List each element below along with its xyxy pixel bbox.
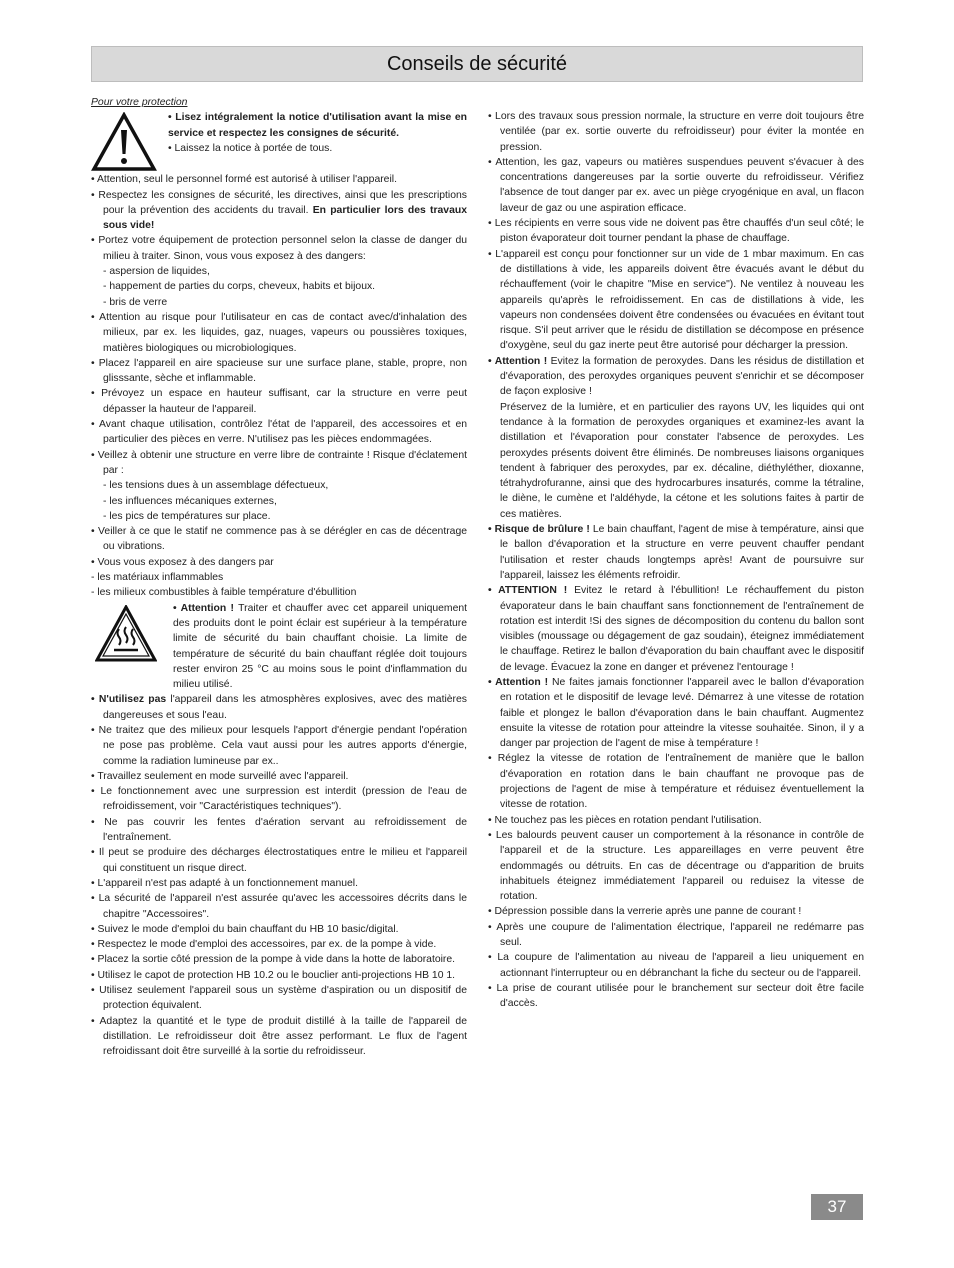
list-item: • Respectez le mode d'emploi des accessoires, par ex. de la pompe à vide. [91, 939, 437, 951]
explosive-body: l'appareil dans les atmosphères explosives, avec des matières dangereuses et sous l'eau. [103, 694, 467, 721]
list-item: • La prise de courant utilisée pour le branchement sur secteur doit être facile d'accès. [488, 982, 864, 1010]
sub-item: - les tensions dues à un assemblage défectueux, [103, 480, 329, 492]
section-subhead: Pour votre protection [91, 97, 188, 108]
list-item: • La coupure de l'alimentation au niveau de l'appareil a lieu uniquement en actionnant l'interrupteur ou en débranchant la fiche du secteur ou de l'appareil. [488, 952, 864, 979]
list-item-regulations [91, 188, 467, 234]
list-item: • Travaillez seulement en mode surveillé avec l'appareil. [91, 770, 349, 782]
page-title: Conseils de sécurité [386, 52, 568, 75]
list-item: • Suivez le mode d'emploi du bain chauffant du HB 10 basic/digital. [91, 923, 399, 935]
list-item: • La sécurité de l'appareil n'est assurée qu'avec les accessoires décrits dans le chapitre "Accessoires". [91, 893, 467, 920]
warn-line-keep: • Laissez la notice à portée de tous. [168, 142, 333, 154]
warn-line-read: • Lisez intégralement la notice d'utilisation avant la mise en service et respectez les consignes de sécurité. [168, 112, 467, 139]
burn-body: Le bain chauffant, l'agent de mise à température, ainsi que le ballon d'évaporation et la structure en verre peuvent chauffer pendant l'utilisation et rester chauds longtemps après! Avant de poursuivre sur l'appareil, laissez les éléments refroidir. [500, 524, 864, 581]
peroxide-body: Evitez la formation de peroxydes. Dans les résidus de distillation et d'évaporation, des peroxydes organiques peuvent s'enrichir et se décomposer de façon explosive ! [500, 355, 864, 398]
sub-item: - les matériaux inflammables [91, 572, 224, 584]
sub-item: - happement de parties du corps, cheveux, habits et bijoux. [103, 281, 376, 293]
list-item-boiling [488, 583, 864, 675]
peroxide-continuation: Préservez de la lumière, et en particulier des rayons UV, les liquides qui ont tendance à la formation de peroxydes organiques et examinez-les avant la distillation et l'évaporation pour constater l'absence de peroxydes. Les peroxydes présents doivent être éliminés. De nombreuses liaisons organiques tendent à fabriquer des peroxydes, par ex. décaline, diéthyléther, dioxanne, tétrahydrofuranne, ainsi que des hydrocarbures insaturés, comme la tétraline, le diène, le cumène et l'aldéhyde, la cétone et les solutions faites à partir de ces matières. [500, 401, 864, 520]
list-item: • Ne pas couvrir les fentes d'aération servant au refroidissement de l'entraînement. [91, 816, 467, 844]
lift-label: • Attention ! [488, 676, 549, 688]
list-item: • Vous vous exposez à des dangers par [91, 556, 274, 568]
list-item: • Veillez à obtenir une structure en verre libre de contrainte ! Risque d'éclatement par : [91, 449, 467, 476]
sub-item: - les influences mécaniques externes, [103, 495, 277, 507]
hot-surface-warning-icon [95, 605, 157, 663]
burn-label: • Risque de brûlure ! [488, 524, 590, 536]
lift-body: Ne faites jamais fonctionner l'appareil avec le ballon d'évaporation en rotation et le dispositif de levage levé. Démarrez à une vitesse de rotation faible et plongez le ballon d'évaporation dans le bain chauffant. Augmentez ensuite la vitesse de rotation pour atteindre la vitesse souhaitée. Sinon, il y a danger par projection de l'agent de mise à température ! [500, 676, 865, 750]
list-item: • Attention, les gaz, vapeurs ou matières suspendues peuvent s'évacuer à des concentrations dangereuses par la sortie ouverte du refroidisseur. Vérifiez l'absence de tout danger par ex. avec un piège cryogénique en aval, un flacon laveur de gaz ou une aspiration efficace. [488, 156, 864, 214]
list-item-peroxide [488, 354, 864, 400]
list-item: • L'appareil n'est pas adapté à un fonctionnement manuel. [91, 877, 358, 889]
list-item: • Les récipients en verre sous vide ne doivent pas être chauffés d'un seul côté; le piston évaporateur doit tourner pendant la phase de chauffage. [488, 218, 864, 245]
right-column [488, 109, 864, 1012]
list-item: • Ne touchez pas les pièces en rotation pendant l'utilisation. [488, 814, 762, 826]
list-item: • Placez la sortie côté pression de la pompe à vide dans la hotte de laboratoire. [91, 954, 456, 966]
list-item: • L'appareil est conçu pour fonctionner sur un vide de 1 mbar maximum. En cas de distillations à vide, les appareils doivent être évacués avant le début du réchauffement (voir le chapitre "Mise en service"). Ne ventilez à nouveau les appareils qu'après le refroidissement. En cas de distillations à vide, les vapeurs non condensées doivent être condensées ou évacuées en évitant tout risque. S'il peut arriver que le résidu de distillation se décompose en présence d'oxygène, seul du gaz inerte peut être autorisé pour décharger la pression. [488, 248, 864, 352]
list-item: • Placez l'appareil en aire spacieuse sur une surface plane, stable, propre, non glisssante, sèche et inflammable. [91, 357, 467, 385]
list-item-lift [488, 675, 864, 751]
list-item: • Il peut se produire des décharges électrostatiques entre le milieu et l'appareil qui constituent un risque direct. [91, 847, 467, 874]
list-item: • Attention au risque pour l'utilisateur en cas de contact avec/d'inhalation des milieux, par ex. les liquides, gaz, nuages, vapeurs ou poussières toxiques, matières biologiques ou microbiologiques. [91, 311, 467, 354]
left-column [91, 95, 467, 1060]
list-item: • Lors des travaux sous pression normale, la structure en verre doit toujours être ventilée (par ex. sortie ouverte du refroidisseur) pour éviter la montée en pression. [488, 111, 864, 153]
sub-item: - les pics de températures sur place. [103, 510, 271, 522]
list-item: • Ne traitez que des milieux pour lesquels l'apport d'énergie pendant l'opération ne pose pas problème. Cela vaut aussi pour les autres apports d'énergie, comme la radiation lumineuse par ex.. [91, 724, 467, 767]
sub-item: - aspersion de liquides, [103, 266, 210, 278]
regulations-text: • Respectez les consignes de sécurité, les directives, ainsi que les prescriptions pour la prévention des accidents du travail. [91, 189, 467, 216]
list-item-ppe: • Portez votre équipement de protection personnel selon la classe de danger du milieu à traiter. Sinon, vous vous exposez à des dangers: [91, 235, 467, 262]
regulations-emphasis: En particulier lors des travaux sous vide! [103, 204, 467, 232]
hot-surface-block [91, 601, 467, 693]
list-item: • Utilisez seulement l'appareil sous un système d'aspiration ou un dispositif de protection équivalent. [91, 985, 467, 1012]
list-item: • Le fonctionnement avec une surpression est interdit (pression de l'eau de refroidissement, voir "Caractéristiques techniques"). [91, 786, 467, 813]
explosive-label: • N'utilisez pas [91, 694, 167, 706]
warning-triangle-icon [91, 112, 157, 172]
hot-warning-label: • Attention ! [173, 602, 235, 614]
peroxide-label: • Attention ! [488, 355, 548, 367]
sub-item: - bris de verre [103, 296, 168, 308]
warning-block [91, 110, 467, 172]
list-item: • Utilisez le capot de protection HB 10.2 ou le bouclier anti-projections HB 10 1. [91, 969, 456, 981]
list-item-explosive [91, 692, 467, 723]
list-item: • Veiller à ce que le statif ne commence pas à se dérégler en cas de décentrage ou vibrations. [91, 526, 467, 553]
page-number: 37 [811, 1194, 863, 1220]
list-item: • Attention, seul le personnel formé est autorisé à utiliser l'appareil. [91, 174, 397, 186]
boiling-label: • ATTENTION ! [488, 585, 568, 597]
list-item: • Prévoyez un espace en hauteur suffisant, car la structure en verre peut dépasser la hauteur de l'appareil. [91, 388, 467, 415]
list-item: • Avant chaque utilisation, contrôlez l'état de l'appareil, des accessoires et en particulier des pièces en verre. N'utilisez pas les pièces endommagées. [91, 419, 467, 446]
sub-item: - les milieux combustibles à faible température d'ébullition [91, 587, 357, 599]
list-item: • Les balourds peuvent causer un comportement à la résonance in contrôle de l'appareil et de la structure. Les appareillages en verre peuvent être endommagés ou détruits. En cas de décentrage ou d'apparition de bruits inhabituels éteignez immédiatement l'appareil ou reduisez la vitesse de rotation. [488, 829, 864, 903]
boiling-body: Evitez le retard à l'ébullition! Le réchauffement du piston évaporateur dans le bain chauffant sans fonctionnement de l'entraînement de rotation est interdit !Si des signes de décomposition du contenu du ballon sont visibles (moussage ou dégagement de gaz soudain), éteignez immédiatement le chauffage. Retirez le ballon d'évaporation du bain chauffant avec le dispositif de levage. Évacuez la zone en danger et prévenez l'entourage ! [500, 585, 864, 673]
hot-warning-text [173, 601, 467, 693]
hot-warning-body: Traiter et chauffer avec cet appareil uniquement des produits dont le point éclair est supérieur à la température limite de sécurité du bain chauffant choisie. La limite de température de sécurité du bain chauffant réglée doit toujours rester environ 25 °C au moins sous le point d'inflammation du milieu utilisé. [173, 602, 468, 691]
title-bar [91, 46, 863, 82]
list-item-burn [488, 522, 864, 583]
list-item: • Après une coupure de l'alimentation électrique, l'appareil ne redémarre pas seul. [488, 921, 864, 949]
list-item: • Réglez la vitesse de rotation de l'entraînement de manière que le ballon d'évaporation en rotation dans le bain chauffant ne provoque pas de projections de l'agent de mise à température et réduisez éventuellement la vitesse de rotation. [488, 753, 864, 811]
list-item: • Adaptez la quantité et le type de produit distillé à la taille de l'appareil de distillation. Le refroidisseur doit être assez performant. Le flux de l'agent refroidissant doit être surveillé à la sortie du refroidisseur. [91, 1015, 467, 1058]
list-item: • Dépression possible dans la verrerie après une panne de courant ! [488, 906, 802, 918]
